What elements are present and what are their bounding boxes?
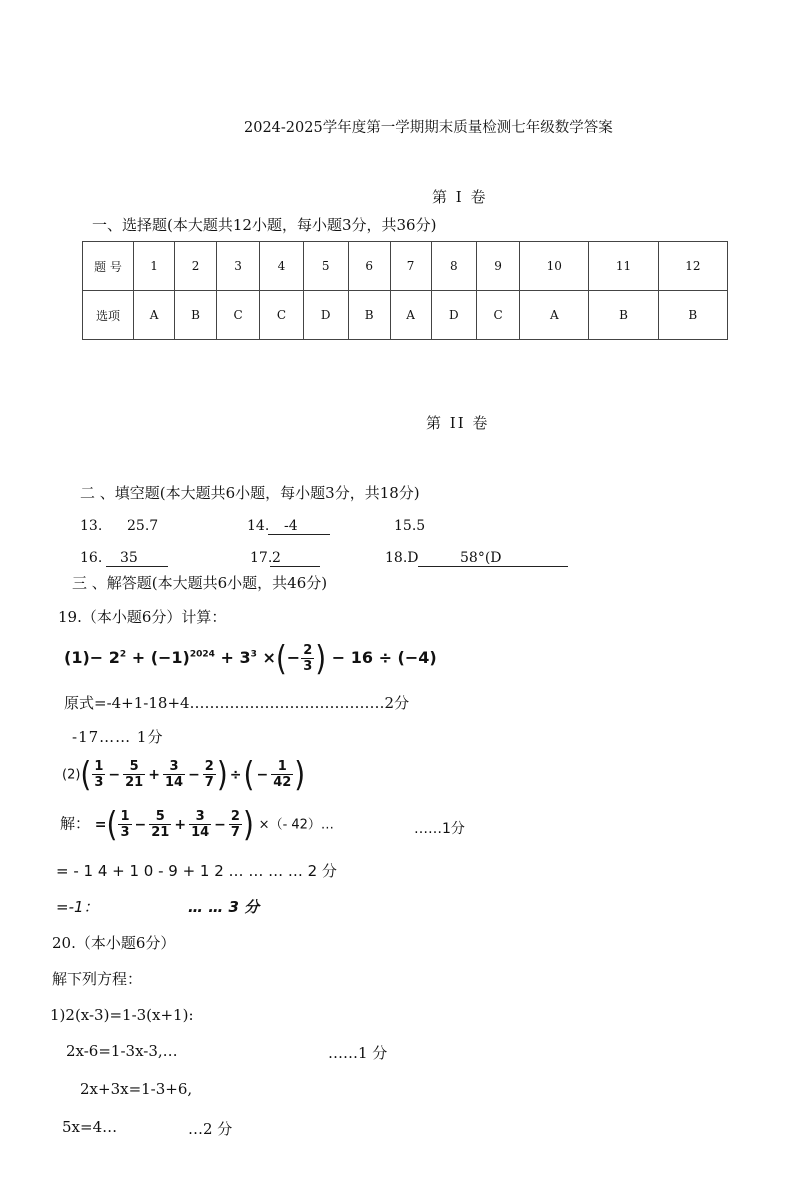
q19-solve-expression: =( $\frac{1}{3}$ − $\frac{5}{21}$ + $\frac{3}{14}$ − $\frac{2}{7}$ ) (94, 804, 254, 845)
fraction-denominator: 3 (120, 825, 130, 840)
fraction-denominator: 3 (303, 659, 313, 674)
answer-table (82, 241, 728, 340)
q16-answer: 35 (106, 551, 168, 567)
table-cell: A (520, 291, 589, 340)
fraction-numerator: 2 (303, 643, 313, 658)
table-cell: B (658, 291, 727, 340)
q20-heading: 20.（本小题6分） (52, 934, 176, 952)
fraction-denominator: 3 (94, 775, 104, 790)
document-title: 2024-2025学年度第一学期期末质量检测七年级数学答案 (244, 120, 613, 136)
section-one-heading: 一、选择题(本大题共12小题，每小题3分，共36分) (92, 216, 437, 234)
q19-expression-2: (2)( $\frac{1}{3}$ − $\frac{5}{21}$ + $\frac{3}{14}$ − $\frac{2}{7}$ ) ÷( − $\frac{1}{42}$ ) (62, 754, 306, 795)
table-cell: D (431, 291, 476, 340)
q20-equation: 1)2(x-3)=1-3(x+1): (50, 1006, 194, 1024)
expr-part: − 2 (89, 648, 120, 667)
q18-answer: 58°(D (418, 551, 568, 567)
q19-solve-score: ……1分 (414, 821, 465, 837)
table-cell: B (175, 291, 217, 340)
q20-step-3-score: …2 分 (188, 1120, 233, 1138)
q15-answer: 15.5 (394, 518, 426, 534)
fraction-denominator: 42 (273, 775, 292, 790)
fraction-numerator: 3 (163, 759, 185, 775)
q19-expression-1: $(1)- 2^2 + (-1)^{2024} + 3^3$ ×(− $\frac{2}{3}$ ) − 16 ÷ (−4) (64, 638, 437, 679)
q19-heading: 19.（本小题6分）计算： (58, 608, 227, 626)
table-cell: C (216, 291, 259, 340)
exponent: 3 (250, 649, 257, 660)
table-row-answers (83, 291, 728, 340)
q17-number: 17. (250, 550, 273, 566)
fraction-numerator: 5 (149, 809, 171, 825)
fraction-numerator: 3 (189, 809, 211, 825)
q20-step-1: 2x-6=1-3x-3,… (66, 1042, 178, 1060)
table-cell: B (348, 291, 390, 340)
q14-number: 14. (247, 518, 270, 534)
exponent: 2 (119, 649, 127, 660)
q19-step-2: -17…… 1分 (72, 728, 164, 746)
fraction-numerator: 5 (123, 759, 145, 775)
table-cell: 5 (303, 242, 348, 291)
fraction-denominator: 21 (151, 825, 170, 840)
table-row-label: 选项 (83, 291, 134, 340)
q13-answer: 25.7 (127, 518, 159, 534)
q16-number: 16. (80, 550, 103, 566)
q18-number: 18.D (385, 550, 419, 566)
table-cell: D (303, 291, 348, 340)
table-cell: 11 (589, 242, 658, 291)
expr-part: (2) (62, 767, 81, 783)
table-cell: 7 (390, 242, 431, 291)
solve-tail: ×（- 42）… (258, 817, 334, 833)
table-cell: 6 (348, 242, 390, 291)
table-cell: A (134, 291, 175, 340)
expr-part: (1) (64, 648, 90, 667)
table-cell: 2 (175, 242, 217, 291)
table-cell: B (589, 291, 658, 340)
fraction-denominator: 7 (230, 825, 240, 840)
fraction-numerator: 1 (94, 759, 104, 774)
section-two-heading: 二 、填空题(本大题共6小题，每小题3分，共18分) (80, 484, 420, 502)
expr-part: − 16 ÷ (−4) (331, 648, 437, 667)
table-cell: 10 (520, 242, 589, 291)
section-three-heading: 三 、解答题(本大题共6小题，共46分) (72, 574, 328, 592)
table-cell: 4 (260, 242, 303, 291)
q20-intro: 解下列方程： (52, 970, 143, 988)
volume-two-heading: 第 II 卷 (426, 414, 490, 432)
q17-answer: 2 (270, 551, 320, 567)
solve-label: 解： (60, 814, 91, 833)
fraction-denominator: 14 (164, 775, 184, 790)
q20-step-3: 5x=4… (62, 1118, 118, 1136)
fraction-numerator: 1 (271, 759, 293, 775)
table-cell: 3 (216, 242, 259, 291)
q19-step-1: 原式=-4+1-18+4…………………………………2分 (64, 694, 410, 712)
fraction-numerator: 2 (230, 809, 240, 824)
q13-number: 13. (80, 518, 103, 534)
table-row-label: 题 号 (83, 242, 134, 291)
fraction-numerator: 2 (204, 759, 214, 774)
fraction-denominator: 21 (125, 775, 144, 790)
table-cell: 1 (134, 242, 175, 291)
q19-step-4-result: =-1： (56, 898, 99, 916)
table-cell: C (260, 291, 303, 340)
q14-answer: -4 (268, 519, 330, 535)
q19-step-4-score: … … 3 分 (188, 898, 260, 916)
fraction-denominator: 7 (204, 775, 214, 790)
expr-part: × (262, 648, 276, 667)
fraction-numerator: 1 (120, 809, 130, 824)
q19-step-3: = - 1 4 + 1 0 - 9 + 1 2 … … … … 2 分 (56, 862, 337, 880)
fraction-denominator: 14 (191, 825, 210, 840)
expr-part: + 3 (220, 648, 251, 667)
table-cell: 12 (658, 242, 727, 291)
expr-part: + (−1) (131, 648, 190, 667)
table-row-numbers (83, 242, 728, 291)
q20-step-1-score: ……1 分 (328, 1044, 388, 1062)
volume-one-heading: 第 I 卷 (432, 188, 488, 206)
q20-step-2: 2x+3x=1-3+6, (80, 1080, 193, 1098)
table-cell: 8 (431, 242, 476, 291)
table-cell: C (476, 291, 519, 340)
table-cell: 9 (476, 242, 519, 291)
table-cell: A (390, 291, 431, 340)
exponent: 2024 (189, 649, 215, 660)
